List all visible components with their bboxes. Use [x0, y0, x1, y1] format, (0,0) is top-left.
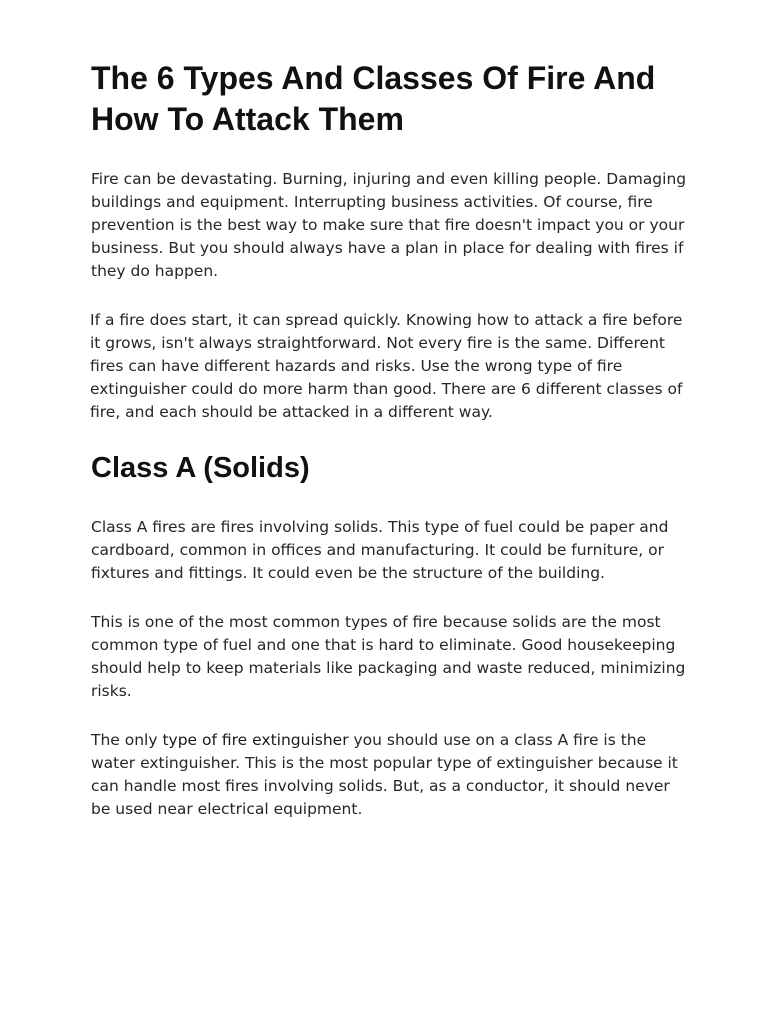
- fire-extinguisher-types-link[interactable]: type of fire extinguisher: [162, 731, 349, 749]
- class-a-paragraph-3-start: The only: [91, 731, 163, 749]
- intro-paragraph-1: Fire can be devastating. Burning, injuring and even killing people. Damaging buildings and equipment. Interrupting business activities. Of course, fire prevention is the best way to make sure that fire doesn't impact you or your business. But you should always have a plan in place for dealing with fires if they do happen.: [91, 170, 687, 280]
- class-a-paragraph-1: Class A fires are fires involving solids. This type of fuel could be paper and cardboard, common in offices and manufacturing. It could be furniture, or fixtures and fittings. It could even be the structure of the building.: [91, 518, 669, 582]
- class-a-paragraph-3-end: you should use on a class A fire is the water extinguisher. This is the most popular type of extinguisher because it can handle most fires involving solids. But, as a conductor, it should never be used near electrical equipment.: [91, 731, 678, 818]
- section-heading-class-a: Class A (Solids): [91, 452, 310, 484]
- class-a-paragraph-2: This is one of the most common types of fire because solids are the most common type of fuel and one that is hard to eliminate. Good housekeeping should help to keep materials like packaging and waste reduced, minimizing risks.: [91, 613, 686, 700]
- article-body: [91, 58, 691, 847]
- intro-paragraph-2: If a fire does start, it can spread quickly. Knowing how to attack a fire before it grows, isn't always straightforward. Not every fire is the same. Different fires can have different hazards and risks. Use the wrong type of fire extinguisher could do more harm than good. There are 6 different classes of fire, and each should be attacked in a different way.: [90, 311, 683, 421]
- article-title: The 6 Types And Classes Of Fire And How To Attack Them: [91, 60, 656, 137]
- class-a-paragraph-3: [91, 729, 691, 821]
